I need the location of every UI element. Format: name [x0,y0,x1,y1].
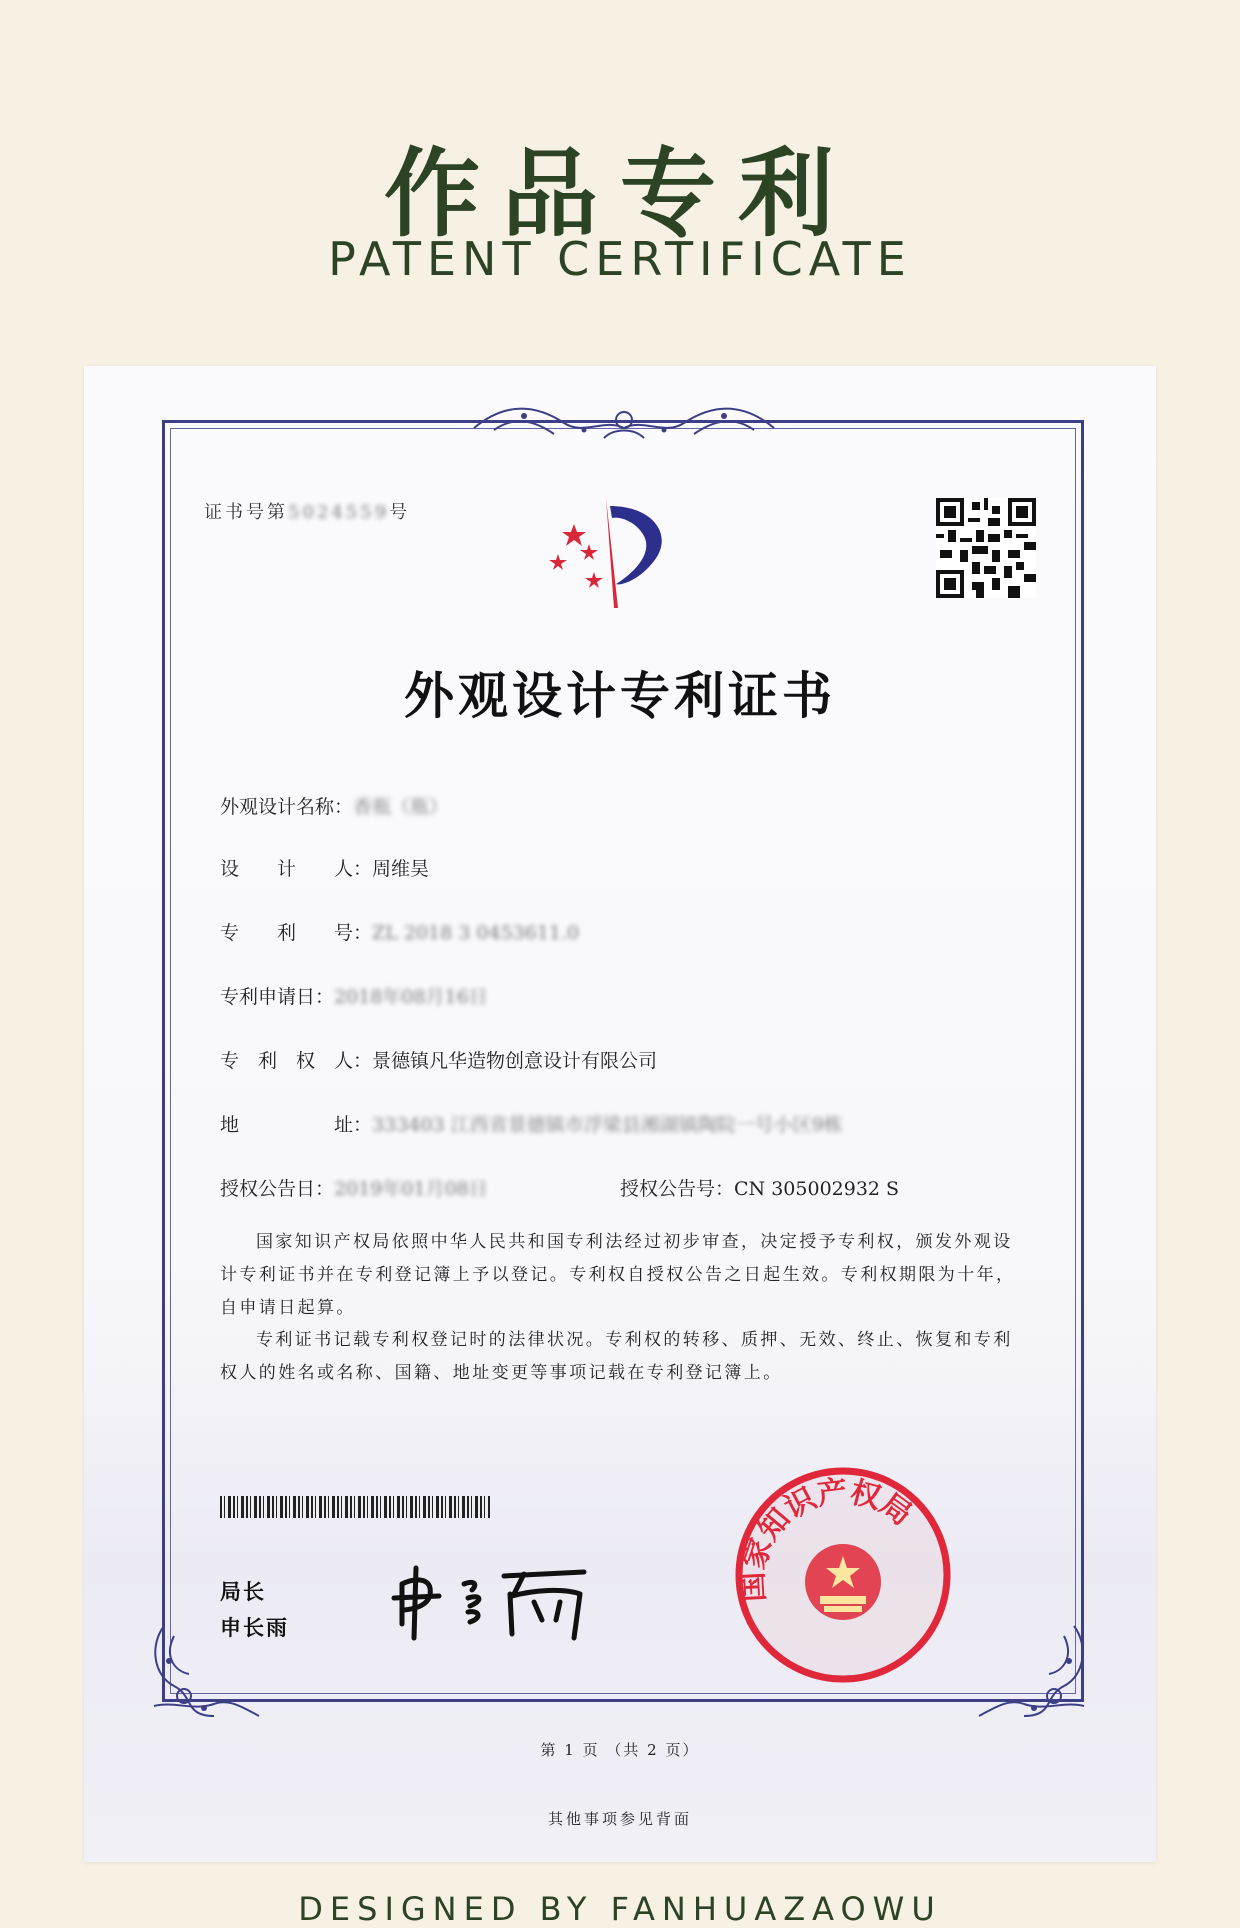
certificate-number-label: 证书号第 [204,502,288,523]
field-label: 专 利 号： [220,922,373,944]
field-value: 333403 江西省景德镇市浮梁县湘湖镇陶院一号小区9栋 [372,1114,843,1136]
legal-status-paragraph: 专利证书记载专利权登记时的法律状况。专利权的转移、质押、无效、终止、恢复和专利权人的姓名或名称、国籍、地址变更等事项记载在专利登记簿上。 [220,1330,1013,1383]
patent-office-logo-icon [544,496,694,616]
page-heading-chinese: 作品专利 [384,137,856,250]
field-value: CN 305002932 S [734,1178,900,1200]
field-value: ZL 2018 3 0453611.0 [372,922,580,944]
certificate-number-suffix: 号 [389,502,411,523]
field-value: 周维昊 [372,858,430,880]
field-value: 2019年01月08日 [334,1178,488,1200]
director-name: 申长雨 [220,1616,289,1640]
back-note: 其他事项参见背面 [547,1810,692,1828]
field-patentee [220,1046,657,1073]
field-announcement-number [620,1174,899,1201]
page-heading-english: PATENT CERTIFICATE [328,232,912,286]
director-title: 局长 [220,1580,266,1604]
top-ornament-icon [464,398,784,448]
footer-credit: DESIGNED BY FANHUAZAOWU [298,1890,942,1928]
field-label: 授权公告日： [220,1178,335,1200]
grant-paragraph: 国家知识产权局依照中华人民共和国专利法经过初步审查，决定授予专利权，颁发外观设计专利证书并在专利登记簿上予以登记。专利权自授权公告之日起生效。专利权期限为十年，自申请日起算。 [220,1232,1016,1318]
field-patent-number [220,918,579,945]
certificate-number [204,498,410,524]
field-designer [220,854,429,881]
field-grant-date [220,1174,488,1201]
field-label: 设 计 人： [220,858,373,880]
field-value: 2018年08月16日 [334,986,488,1008]
seal-text: 国家知识产权局 [735,1474,919,1603]
qr-code-icon [936,498,1036,598]
field-application-date [220,982,488,1009]
field-address [220,1110,843,1137]
field-label: 地 址： [220,1114,373,1136]
field-value: 香瓶（瓶） [353,796,449,818]
certificate-number-value: 5024559 [288,502,390,523]
director-signature [384,1554,604,1644]
field-design-name [220,792,448,819]
field-label: 专 利 权 人： [220,1050,373,1072]
field-label: 授权公告号： [620,1178,735,1200]
field-value: 景德镇凡华造物创意设计有限公司 [372,1050,658,1072]
patent-certificate [84,366,1156,1862]
barcode [220,1496,490,1518]
field-label: 外观设计名称： [220,796,354,818]
bottom-right-ornament-icon [974,1616,1094,1726]
official-seal-icon [728,1460,958,1690]
field-label: 专利申请日： [220,986,335,1008]
certificate-title: 外观设计专利证书 [404,666,836,725]
page-number: 第 1 页 （共 2 页） [540,1741,700,1759]
